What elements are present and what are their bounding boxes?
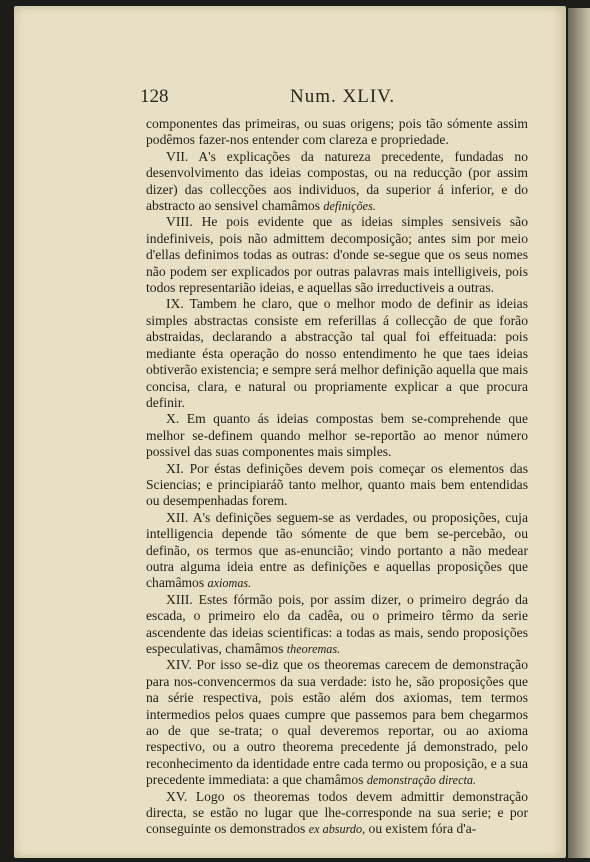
text-run: ou existem fóra d'a- (365, 821, 477, 837)
text-run: XV. Logo os theoremas todos devem admittir demonstração directa, se estão no lugar que lhe-corresponde na sua serie; e por conseguinte os demonstrados (146, 788, 528, 837)
text-run: XIV. Por isso se-diz que os theoremas carecem de demonstração para nos-convencermos da sua verdade: isto he, são proposições que na série respectiva, pois estão além dos axiomas, tem termos intermedios pelos quaes cumpre que passemos para bem chegarmos ao de que se-trata; o qual deveremos reportar, ou ao axioma respectivo, ou a outro theorema precedente já demonstrado, pelo reconhecimento da identidade entre cada termo ou proposição, e a sua precedente immediata: a que chamâmos (146, 657, 528, 788)
text-run: IX. Tambem he claro, que o melhor modo de definir as ideias simples abstractas consiste em referillas á collecção de que forão abstraidas, declarando a abstracção tal qual foi effeituada: pois mediante ésta operação do nosso entendimento he que taes ideias obtiverão existencia; e sempre será melhor definição aquella que mais concisa, clara, e natural ou propriamente explicar a que procura definir. (146, 296, 528, 410)
paragraph (146, 116, 528, 149)
paragraph-xi (146, 461, 528, 510)
paragraph-xiv (146, 657, 528, 788)
text-run: VII. A's explicações da natureza precedente, fundadas no desenvolvimento das ideias compostas, ou na reducção (por assim dizer) das collecções aos individuos, da superior á inferior, e do abstracto ao sensivel chamâmos (146, 148, 528, 214)
page-header (140, 86, 440, 106)
italic-term: demonstração directa. (366, 773, 477, 788)
paragraph-ix (146, 296, 528, 411)
italic-term: ex absurdo, (308, 822, 366, 837)
italic-term: axiomas. (207, 576, 252, 591)
body-text (146, 116, 528, 838)
paragraph-xiii (146, 592, 528, 658)
text-run: XII. A's definições seguem-se as verdades, ou proposições, cuja intelligencia depende tão sómente de que bem se-percebão, ou definão, os termos que as-enuncião; vindo portanto a não medear outra alguma ideia entre as definições e aquellas proposições que chamâmos (146, 509, 528, 591)
text-run: XIII. Estes fórmão pois, por assim dizer, o primeiro degráo da escada, o primeiro elo da cadêa, ou o primeiro têrmo da serie ascendente das ideias scientificas: a todas as mais, sendo proposições especulativas, chamâmos (146, 591, 528, 656)
text-run: VIII. He pois evidente que as ideias simples sensiveis são indefiniveis, pois não admittem decomposição; antes sim por meio d'ellas definimos todas as outras: d'onde se-segue que os seus nomes não podem ser explicados por outras palavras mais intelligiveis, pois todos representarião ideias, e aquellas são irreductiveis a outras. (146, 214, 528, 296)
adjacent-page-edge (568, 8, 590, 858)
paragraph-xii (146, 510, 528, 592)
page-number: 128 (140, 86, 169, 107)
paragraph-viii (146, 214, 528, 296)
paragraph-x (146, 411, 528, 460)
paragraph-xv (146, 789, 528, 838)
italic-term: theoremas. (286, 642, 341, 656)
text-run: XI. Por éstas definições devem pois começar os elementos das Sciencias; e principiaráõ tanto melhor, quanto mais bem entendidas ou desempenhadas forem. (146, 460, 528, 509)
text-run: X. Em quanto ás ideias compostas bem se-comprehende que melhor se-definem quando melhor se-reportão ao menor número possivel das suas componentes mais simples. (146, 411, 528, 460)
italic-term: definições. (323, 199, 376, 214)
running-title: Num. XLIV. (290, 86, 396, 107)
paragraph-vii (146, 149, 528, 215)
text-run: componentes das primeiras, ou suas origens; pois tão sómente assim podêmos fazer-nos entender com clareza e propriedade. (146, 116, 528, 148)
